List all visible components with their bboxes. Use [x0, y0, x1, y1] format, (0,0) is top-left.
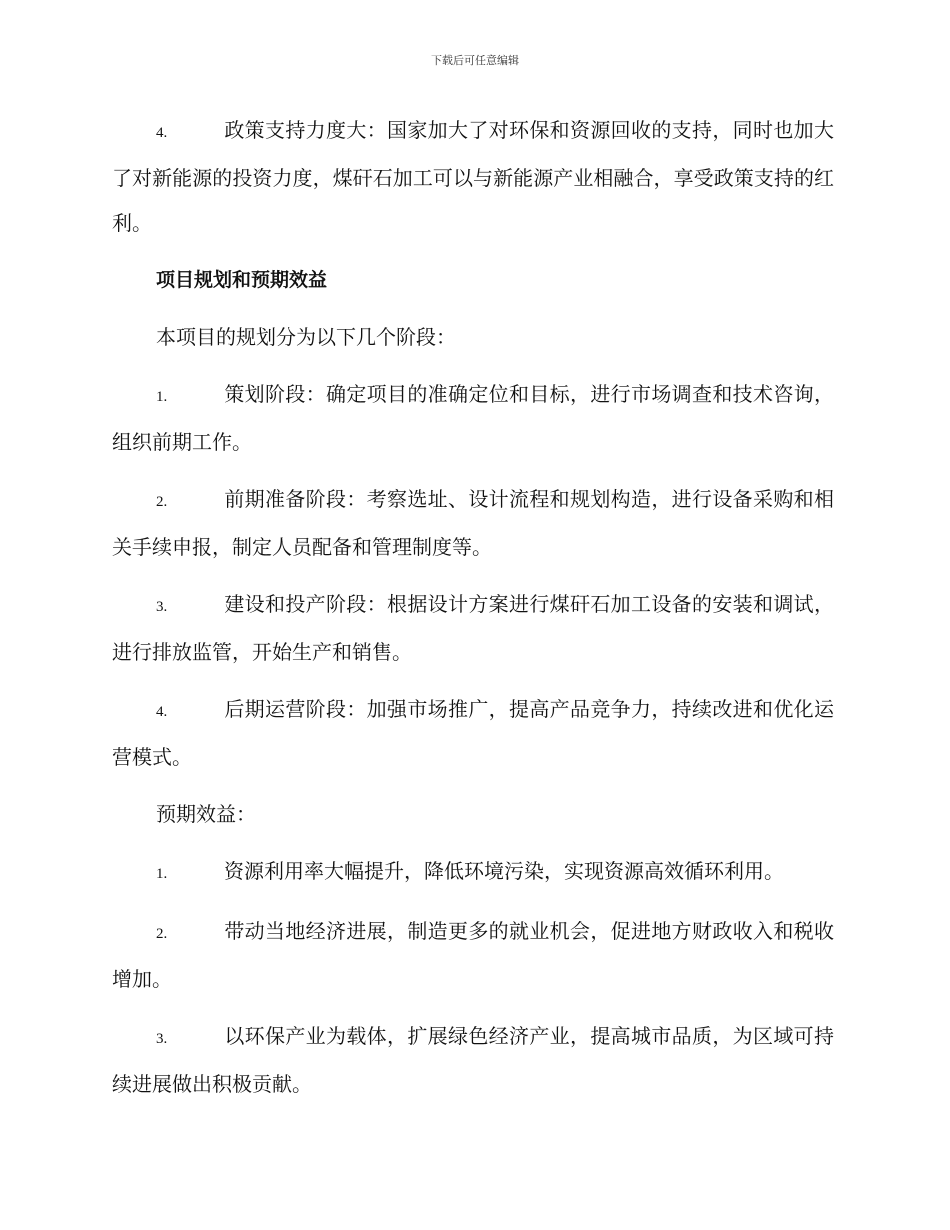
- list-number: 1.: [156, 389, 168, 405]
- list-text: 建设和投产阶段：根据设计方案进行煤矸石加工设备的安装和调试，进行排放监管，开始生产和销售。: [112, 592, 834, 664]
- list-text: 前期准备阶段：考察选址、设计流程和规划构造，进行设备采购和相关手续申报，制定人员配备和管理制度等。: [112, 487, 834, 559]
- list-number: 4.: [156, 125, 168, 141]
- list-item: [112, 477, 834, 570]
- plan-intro: 本项目的规划分为以下几个阶段：: [156, 325, 456, 349]
- list-number: 2.: [156, 926, 168, 942]
- list-number: 1.: [156, 866, 168, 882]
- list-text: 资源利用率大幅提升，降低环境污染，实现资源高效循环利用。: [224, 859, 784, 883]
- benefit-intro: 预期效益：: [156, 802, 256, 826]
- page-header: 下载后可任意编辑: [431, 54, 519, 67]
- list-item: [112, 582, 834, 675]
- list-number: 4.: [156, 704, 168, 720]
- list-text: 策划阶段：确定项目的准确定位和目标，进行市场调查和技术咨询，组织前期工作。: [112, 382, 834, 454]
- list-text: 以环保产业为载体，扩展绿色经济产业，提高城市品质，为区域可持续进展做出积极贡献。: [112, 1024, 834, 1096]
- list-item: [112, 687, 834, 780]
- list-number: 3.: [156, 1031, 168, 1047]
- section-title: 项目规划和预期效益: [156, 269, 328, 291]
- list-text: 政策支持力度大：国家加大了对环保和资源回收的支持，同时也加大了对新能源的投资力度，煤矸石加工可以与新能源产业相融合，享受政策支持的红利。: [112, 118, 834, 235]
- list-item: [112, 108, 834, 246]
- list-text: 带动当地经济进展，制造更多的就业机会，促进地方财政收入和税收增加。: [112, 919, 834, 991]
- list-item: [112, 849, 834, 897]
- list-item: [112, 1014, 834, 1107]
- list-number: 2.: [156, 494, 168, 510]
- list-item: [112, 909, 834, 1002]
- list-text: 后期运营阶段：加强市场推广，提高产品竞争力，持续改进和优化运营模式。: [112, 697, 834, 769]
- list-item: [112, 372, 834, 465]
- document-body: [112, 108, 834, 1119]
- list-number: 3.: [156, 599, 168, 615]
